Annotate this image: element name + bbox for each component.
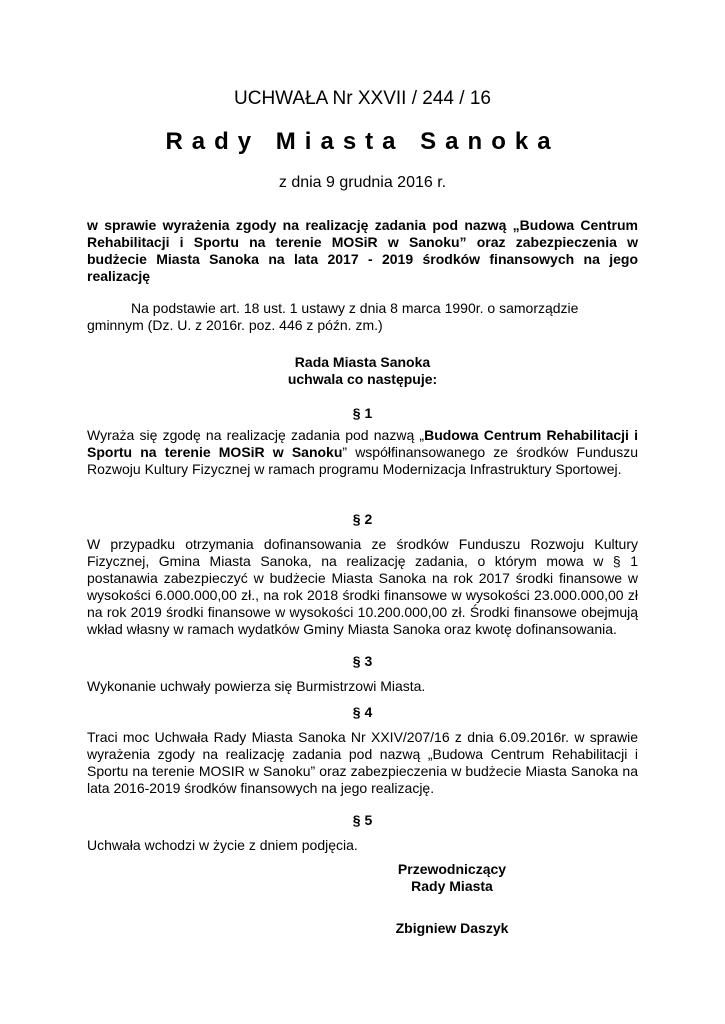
resolution-date: z dnia 9 grudnia 2016 r. — [278, 174, 447, 191]
resolution-number: UCHWAŁA Nr XXVII / 244 / 16 — [234, 88, 491, 109]
section-1-text-after: ” współfinansowanego ze środków Funduszu Rozwoju Kultury Fizycznej w ramach programu Modernizacja Infrastruktury Sportowej. — [87, 444, 638, 477]
section-4-heading: § 4 — [352, 704, 373, 720]
section-5-text: Uchwała wchodzi w życie z dniem podjęcia. — [87, 837, 358, 853]
signature-name: Zbigniew Daszyk — [395, 920, 509, 936]
signature-title-line1: Przewodniczący — [397, 861, 507, 877]
section-1-text-before: Wyraża się zgodę na realizację zadania pod nazwą „ — [87, 427, 425, 443]
legal-basis — [87, 300, 638, 334]
legal-basis-line1: Na podstawie art. 18 ust. 1 ustawy z dnia 8 marca 1990r. o samorządzie — [131, 300, 579, 316]
section-1-heading: § 1 — [352, 405, 373, 421]
section-2-heading: § 2 — [352, 511, 373, 527]
signature-title — [372, 861, 532, 895]
council-name-title: Rady Miasta Sanoka — [165, 128, 560, 155]
section-4-text: Traci moc Uchwała Rady Miasta Sanoka Nr XXIV/207/16 z dnia 6.09.2016r. w sprawie wyrażenia zgody na realizację zadania pod nazwą „Budowa Centrum Rehabilitacji i Sportu na terenie MOSIR w Sanoku” oraz zabezpieczenia w budżecie Miasta Sanoka na lata 2016-2019 środków finansowych na jego realizację. — [87, 729, 638, 796]
legal-basis-line2: gminnym (Dz. U. z 2016r. poz. 446 z późn. zm.) — [87, 317, 383, 333]
council-resolves — [87, 354, 638, 388]
signature-title-line2: Rady Miasta — [411, 878, 493, 894]
section-2-text: W przypadku otrzymania dofinansowania ze środków Funduszu Rozwoju Kultury Fizycznej, Gmina Miasta Sanoka, na realizację zadania, o którym mowa w § 1 postanawia zabezpieczyć w budżecie Miasta Sanoka na rok 2017 środki finansowe w wysokości 6.000.000,00 zł., na rok 2018 środki finansowe w wysokości 23.000.000,00 zł na rok 2019 środki finansowe w wysokości 10.200.000,00 zł. Środki finansowe obejmują wkład własny w ramach wydatków Gminy Miasta Sanoka oraz kwotę dofinansowania. — [87, 536, 638, 637]
council-resolves-line1: Rada Miasta Sanoka — [294, 354, 431, 370]
council-resolves-line2: uchwala co następuje: — [287, 371, 438, 387]
section-3-text: Wykonanie uchwały powierza się Burmistrzowi Miasta. — [87, 678, 426, 694]
section-1-text — [87, 427, 638, 478]
section-1-task-name: Budowa Centrum Rehabilitacji i Sportu na terenie MOSiR w Sanoku — [87, 427, 638, 460]
resolution-subject: w sprawie wyrażenia zgody na realizację zadania pod nazwą „Budowa Centrum Rehabilitacji i Sportu na terenie MOSiR w Sanoku” oraz zabezpieczenia w budżecie Miasta Sanoka na lata 2017 - 2019 środków finansowych na jego realizację — [87, 217, 638, 284]
section-3-heading: § 3 — [352, 653, 373, 669]
section-5-heading: § 5 — [352, 812, 373, 828]
